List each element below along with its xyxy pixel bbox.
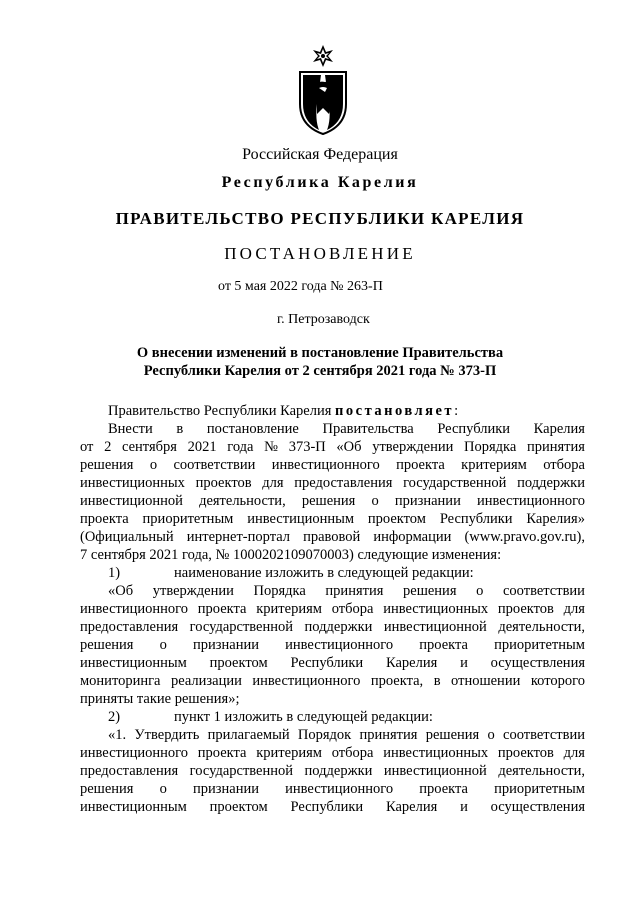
quote-line — [80, 582, 585, 600]
word: сентября — [122, 439, 177, 455]
word: инвестиционным — [80, 655, 187, 671]
word: Правительства — [322, 421, 414, 437]
document-body — [80, 402, 585, 816]
word: реализации — [171, 673, 242, 689]
word: Внести — [108, 421, 153, 437]
word: государственной — [403, 475, 507, 491]
word: инвестиционного — [285, 781, 394, 797]
para-line — [80, 420, 585, 438]
subject-line-2: Республики Карелия от 2 сентября 2021 года № 373-П — [143, 363, 497, 379]
item-2-number: 2) — [108, 709, 121, 725]
word: проекта — [419, 781, 468, 797]
word: Порядка — [253, 583, 306, 599]
item-2-text: пункт 1 изложить в следующей редакции: — [174, 709, 433, 725]
word: проекта — [419, 637, 468, 653]
word: о — [159, 637, 167, 653]
word: проекта, — [370, 673, 424, 689]
word: проектов — [195, 475, 252, 491]
word: соответствии — [173, 457, 256, 473]
word: критериям — [256, 745, 322, 761]
word: инвестиционным — [247, 511, 355, 527]
word: и — [460, 655, 468, 671]
resolution-preamble — [80, 402, 585, 420]
word: инвестиционного — [271, 457, 380, 473]
word: о — [487, 727, 495, 743]
word: инвестиционной — [383, 763, 487, 779]
word: инвестиционных — [383, 745, 489, 761]
word: Карелия — [533, 421, 585, 437]
word: «Об — [336, 439, 362, 455]
word: инвестиционного — [80, 745, 188, 761]
word: принятия — [325, 583, 384, 599]
word: деятельности, — [199, 493, 286, 509]
word: приоритетным — [494, 781, 585, 797]
para-line — [80, 474, 585, 492]
word: отбора — [543, 457, 585, 473]
quote-line — [80, 762, 585, 780]
item-1-number: 1) — [108, 565, 121, 581]
word: инвестиционных — [80, 475, 185, 491]
word: о — [159, 781, 167, 797]
word: инвестиционной — [383, 619, 487, 635]
word: Утвердить — [134, 727, 200, 743]
preamble-colon: : — [454, 403, 459, 419]
word: для — [563, 601, 585, 617]
quote-line — [80, 798, 585, 816]
word: которого — [530, 673, 585, 689]
word: инвестиционного — [80, 601, 188, 617]
word: поддержки — [304, 763, 373, 779]
word: проекта — [396, 457, 445, 473]
word: утверждении — [372, 439, 454, 455]
word: признании — [394, 493, 461, 509]
word: 2021 — [187, 439, 217, 455]
word: проектом — [209, 799, 268, 815]
item-1-text: наименование изложить в следующей редакции: — [174, 565, 474, 581]
word: проектом — [367, 511, 426, 527]
government-title: ПРАВИТЕЛЬСТВО РЕСПУБЛИКИ КАРЕЛИЯ — [115, 209, 525, 228]
word: (Официальный — [80, 529, 174, 545]
word: решения — [80, 781, 134, 797]
word: признании — [193, 637, 259, 653]
word: в — [433, 673, 441, 689]
word: Карелия — [386, 799, 438, 815]
word: осуществления — [490, 799, 585, 815]
word: инвестиционной — [80, 493, 183, 509]
para-line — [80, 528, 585, 546]
quote-line — [80, 726, 585, 744]
word: 2 — [104, 439, 112, 455]
word: Республики — [290, 799, 364, 815]
word: и — [460, 799, 468, 815]
word: государственной — [189, 763, 294, 779]
item-1 — [80, 564, 585, 582]
word: «Об — [108, 583, 134, 599]
word: решения — [80, 637, 134, 653]
quote-line — [80, 654, 585, 672]
quote-line — [80, 600, 585, 618]
word: проекта — [197, 745, 247, 761]
word: принятия — [359, 727, 418, 743]
word: постановление — [206, 421, 299, 437]
word: Карелия — [386, 655, 438, 671]
word: Карелия» — [526, 511, 585, 527]
word: о — [476, 583, 484, 599]
quote-line — [80, 780, 585, 798]
para-line — [80, 438, 585, 456]
republic-name: Республика Карелия — [221, 174, 419, 191]
word: Республики — [437, 421, 511, 437]
subject-line-1: О внесении изменений в постановление Правительства — [136, 345, 504, 361]
word: предоставления — [294, 475, 393, 491]
word: (www.pravo.gov.ru), — [464, 529, 585, 545]
word: поддержки — [517, 475, 585, 491]
word: года — [227, 439, 254, 455]
word: информации — [373, 529, 452, 545]
quote-line — [80, 636, 585, 654]
word: Республики — [290, 655, 364, 671]
word: соответствии — [503, 583, 585, 599]
word: Республики — [439, 511, 513, 527]
word: государственной — [189, 619, 294, 635]
word: инвестиционного — [285, 637, 394, 653]
word: проектов — [497, 601, 554, 617]
word: мониторинга — [80, 673, 161, 689]
word: проекта — [80, 511, 129, 527]
word: отбора — [331, 601, 374, 617]
word: интернет-портал — [186, 529, 291, 545]
word: осуществления — [490, 655, 585, 671]
date-number-line: от 5 мая 2022 года № 263-П — [218, 279, 383, 294]
word: инвестиционных — [383, 601, 489, 617]
word: «1. — [108, 727, 127, 743]
word: инвестиционного — [252, 673, 361, 689]
word: решения — [403, 583, 457, 599]
word: проекта — [197, 601, 247, 617]
para-line — [80, 492, 585, 510]
word: правовой — [303, 529, 361, 545]
word: проектов — [497, 745, 554, 761]
quote-line — [80, 618, 585, 636]
preamble-text: Правительство Республики Карелия — [108, 403, 336, 419]
word: поддержки — [304, 619, 373, 635]
word: признании — [193, 781, 259, 797]
word: о — [149, 457, 158, 473]
word: критериям — [461, 457, 527, 473]
word: отношении — [451, 673, 521, 689]
word: соответствии — [503, 727, 585, 743]
word: решения — [80, 457, 134, 473]
word: для — [563, 745, 585, 761]
word: Порядок — [297, 727, 352, 743]
word: деятельности, — [498, 763, 585, 779]
word: прилагаемый — [207, 727, 290, 743]
word: Порядка — [464, 439, 517, 455]
document-type: ПОСТАНОВЛЕНИЕ — [224, 244, 416, 263]
word: предоставления — [80, 763, 179, 779]
word: инвестиционным — [80, 799, 187, 815]
word: решения — [425, 727, 480, 743]
resolves-word: постановляет — [335, 403, 455, 419]
word: от — [80, 439, 94, 455]
word: для — [262, 475, 284, 491]
para-line — [80, 510, 585, 528]
para-line: 7 сентября 2021 года, № 1000202109070003) следующие изменения: — [80, 547, 502, 563]
word: приоритетным — [142, 511, 234, 527]
word: в — [176, 421, 184, 437]
word: 373-П — [288, 439, 326, 455]
quote-line — [80, 672, 585, 690]
word: № — [264, 439, 279, 455]
quote-line: приняты такие решения»; — [80, 691, 240, 707]
word: утверждении — [152, 583, 234, 599]
word: о — [371, 493, 379, 509]
word: проектом — [209, 655, 268, 671]
para-line — [80, 456, 585, 474]
item-2 — [80, 708, 585, 726]
country-name: Российская Федерация — [242, 146, 398, 163]
word: критериям — [256, 601, 322, 617]
word: инвестиционного — [476, 493, 585, 509]
quote-line — [80, 744, 585, 762]
word: принятия — [526, 439, 585, 455]
city-line: г. Петрозаводск — [277, 312, 370, 327]
word: решения — [301, 493, 356, 509]
word: приоритетным — [494, 637, 585, 653]
word: предоставления — [80, 619, 179, 635]
word: деятельности, — [498, 619, 585, 635]
word: отбора — [331, 745, 374, 761]
karelia-coat-of-arms-icon — [295, 44, 351, 136]
